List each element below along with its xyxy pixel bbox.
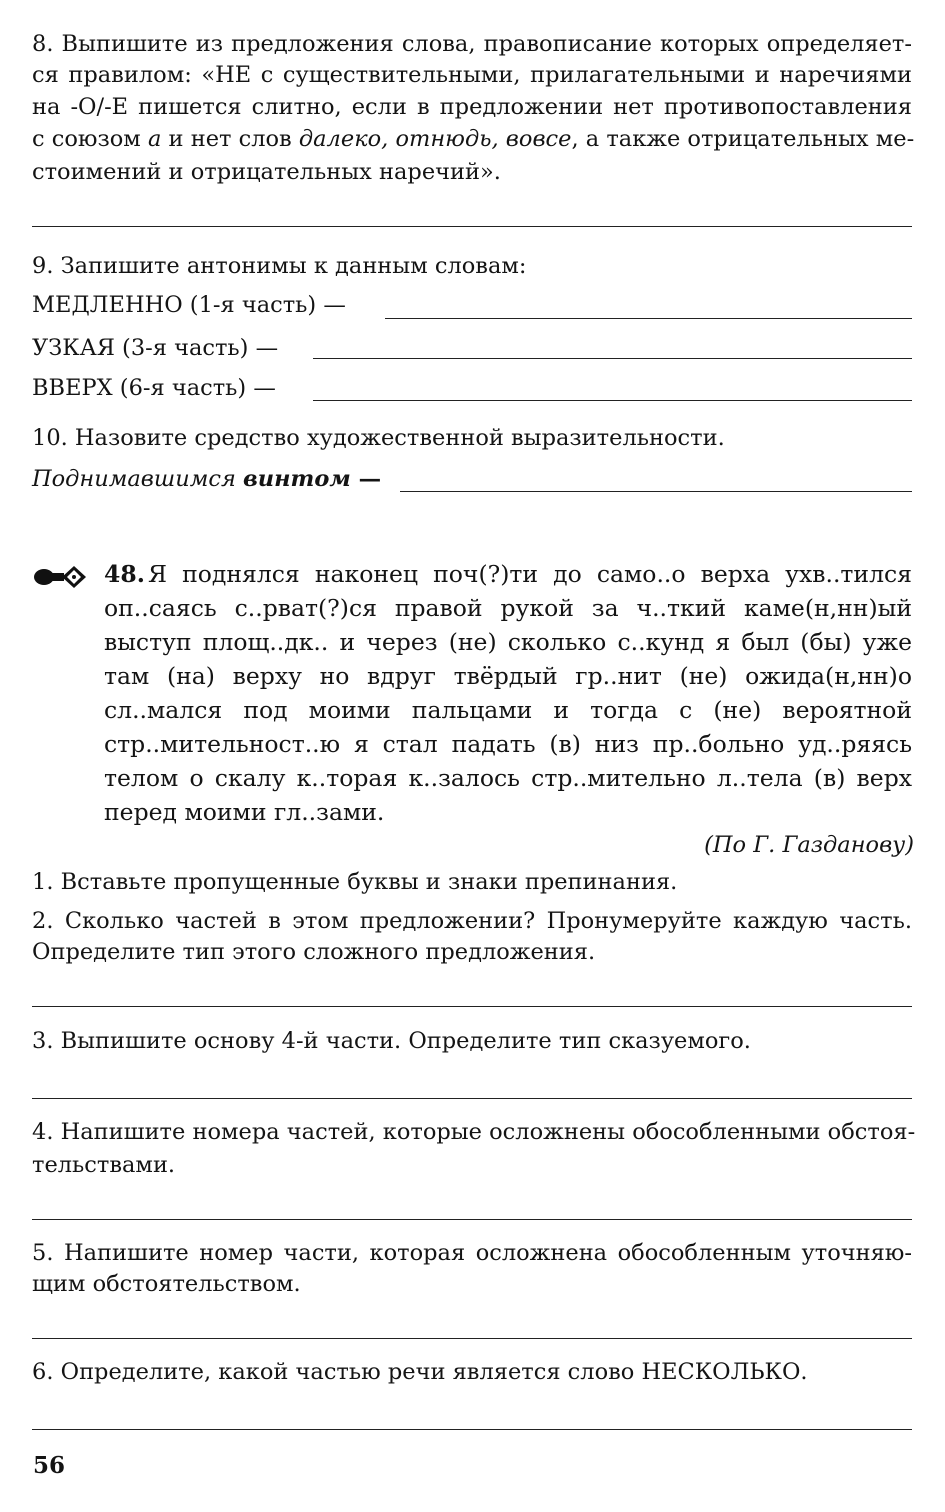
task-2-line-1: 2. Сколько частей в этом предложении? Пронумеруйте каждую часть. bbox=[32, 908, 912, 934]
exercise-line-1: Я поднялся наконец поч(?)ти до само..о верха ухв..тился bbox=[148, 560, 912, 588]
task-2-answer-line[interactable] bbox=[32, 1006, 912, 1007]
q9-item-3-label: ВВЕРХ (6-я часть) — bbox=[32, 375, 276, 401]
q9-item-1-answer-line[interactable] bbox=[385, 318, 912, 319]
task-1: 1. Вставьте пропущенные буквы и знаки препинания. bbox=[32, 869, 678, 895]
q10-title: 10. Назовите средство художественной выразительности. bbox=[32, 425, 725, 451]
task-5-line-1: 5. Напишите номер части, которая осложнена обособленным уточняю- bbox=[32, 1240, 912, 1266]
task-5-answer-line[interactable] bbox=[32, 1338, 912, 1339]
task-6: 6. Определите, какой частью речи является слово НЕСКОЛЬКО. bbox=[32, 1359, 808, 1385]
task-5-line-2: щим обстоятельством. bbox=[32, 1271, 301, 1297]
exercise-line-2: оп..саясь с..рват(?)ся правой рукой за ч..ткий каме(н,нн)ый bbox=[104, 594, 912, 622]
exercise-line-4: там (на) верху но вдруг твёрдый гр..нит (не) ожида(н,нн)о bbox=[104, 662, 912, 690]
pen-nib-icon bbox=[30, 560, 92, 594]
task-6-answer-line[interactable] bbox=[32, 1429, 912, 1430]
q9-item-2-answer-line[interactable] bbox=[313, 358, 912, 359]
exercise-line-8: перед моими гл..зами. bbox=[104, 798, 385, 826]
task-4-line-1: 4. Напишите номера частей, которые осложнены обособленными обстоя- bbox=[32, 1119, 916, 1145]
q8-answer-line[interactable] bbox=[32, 226, 912, 227]
task-3-answer-line[interactable] bbox=[32, 1098, 912, 1099]
q9-item-2-label: УЗКАЯ (3-я часть) — bbox=[32, 335, 279, 361]
q8-line-3: на -О/-Е пишется слитно, если в предложении нет противопоставления bbox=[32, 94, 912, 120]
task-2-line-2: Определите тип этого сложного предложения. bbox=[32, 939, 596, 965]
exercise-line-7: телом о скалу к..торая к..залось стр..мительно л..тела (в) верх bbox=[104, 764, 912, 792]
exercise-line-5: сл..мался под моими пальцами и тогда с (не) вероятной bbox=[104, 696, 912, 724]
q8-line-5: стоимений и отрицательных наречий». bbox=[32, 159, 501, 185]
q9-item-3-answer-line[interactable] bbox=[313, 400, 912, 401]
q9-title: 9. Запишите антонимы к данным словам: bbox=[32, 253, 527, 279]
page-number: 56 bbox=[33, 1452, 66, 1479]
task-4-line-2: тельствами. bbox=[32, 1152, 176, 1178]
exercise-line-6: стр..мительност..ю я стал падать (в) низ пр..больно уд..ряясь bbox=[104, 730, 912, 758]
exercise-number: 48. bbox=[104, 560, 145, 588]
q9-item-1-label: МЕДЛЕННО (1-я часть) — bbox=[32, 292, 346, 318]
q10-phrase: Поднимавшимся винтом — bbox=[32, 466, 382, 492]
q8-line-4: с союзом а и нет слов далеко, отнюдь, вовсе, а также отрицательных ме- bbox=[32, 126, 915, 152]
task-4-answer-line[interactable] bbox=[32, 1219, 912, 1220]
exercise-source: (По Г. Газданову) bbox=[704, 832, 914, 858]
q10-answer-line[interactable] bbox=[400, 491, 912, 492]
q8-line-2: ся правилом: «НЕ с существительными, прилагательными и наречиями bbox=[32, 62, 912, 88]
task-3: 3. Выпишите основу 4-й части. Определите тип сказуемого. bbox=[32, 1028, 751, 1054]
q8-line-1: 8. Выпишите из предложения слова, правописание которых определяет- bbox=[32, 31, 912, 57]
exercise-line-3: выступ площ..дк.. и через (не) сколько с..кунд я был (бы) уже bbox=[104, 628, 912, 656]
